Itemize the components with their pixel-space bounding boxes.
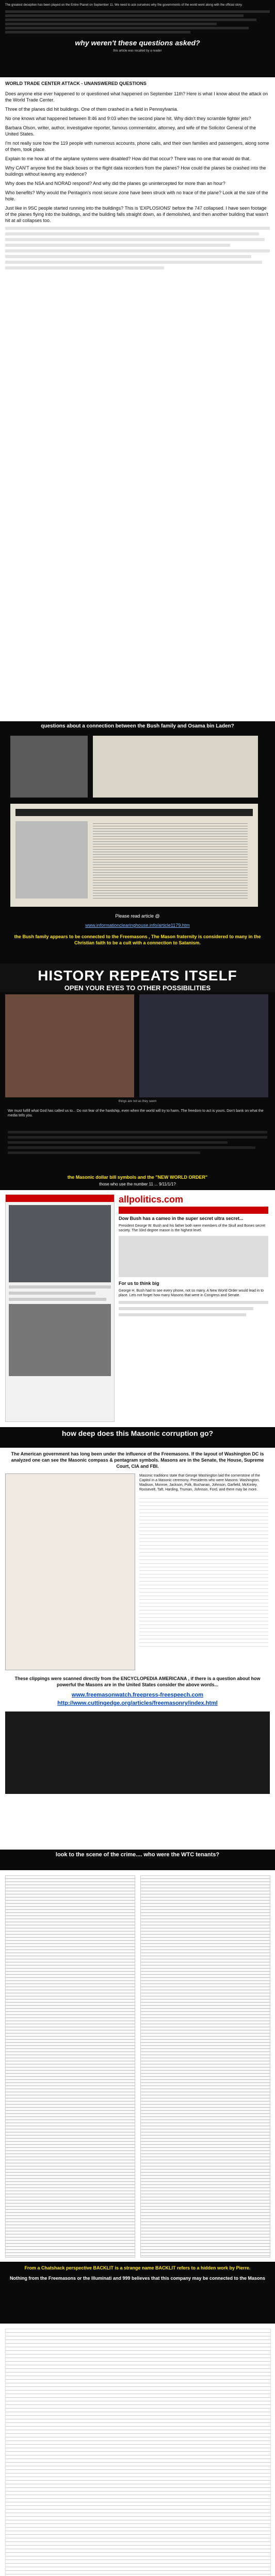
tenants-list-left [5,1875,135,2258]
wtc-paragraph-5: I'm not really sure how the 119 people with numerous accounts, phone calls, and their own families and passengers, along some of them, took place. [5,141,269,152]
backlit-text: From a Chatshack perspective BACKLIT is a strange name BACKLIT refers to a hidden work by Pierre. [24,2265,251,2270]
corruption-section [0,1448,275,1850]
history-section [0,963,275,1190]
wtc-paragraph-4: Barbara Olson, writer, author, investigative reporter, famous commentator, attorney, and wife of the Solicitor General of the United States. [5,125,256,137]
wtc-heading: WORLD TRADE CENTER ATTACK - UNANSWERED QUESTIONS [5,81,147,86]
wtc-paragraph-2: Three of the planes did hit buildings. One of them crashed in a field in Pennsylvania. [5,107,179,112]
newspaper-clipping-2 [10,804,258,907]
bush-photo [10,736,88,798]
cnn-body-2: George H. Bush had to see every phone, not so many. A New World Order would lead in to place. Lets not forget how many Masons that were in Congress and Senate. [119,1289,264,1297]
cnn-section [0,1190,275,1427]
cnn-headline-2: For us to think big [119,1281,159,1286]
backlit-note [0,2262,275,2324]
bush-bin-laden-section [0,721,275,963]
corruption-photo [5,1711,270,1794]
cnn-headline-1: Dow Bush has a cameo in the super secret ultra secret... [119,1216,244,1221]
article-link-text[interactable]: www.informationclearinghouse.info/article1179.htm [85,923,190,928]
corruption-text: The American government has long been under the influence of the Freemasons. If the layout of Washington DC is analyzed one can see the Masonic compass & pentagram symbols. Masons are in the Senate, the House, Supreme Court, CIA and FBI. [11,1451,264,1469]
intro-filler [5,10,270,33]
wtc-paragraph-3: No one knows what happened between 8:46 and 9:03 when the second plane hit. Why didn't they scramble fighter jets? [5,116,251,121]
history-banner-2: those who use the number 11 ... 9/11/1/1? [99,1182,176,1187]
wtc-paragraph-8: Why does the NSA and NORAD respond? And why did the planes go unintercepted for more than an hour? [5,181,225,186]
history-headline: HISTORY REPEATS ITSELF [38,968,237,984]
corruption-heading-band [0,1427,275,1448]
wtc-article [0,77,275,721]
corruption-question: how deep does this Masonic corruption go? [61,1429,214,1437]
history-sub: OPEN YOUR EYES TO OTHER POSSIBILITIES [64,984,211,992]
scene-caption: look to the scene of the crime.... who were the WTC tenants? [55,1852,220,1858]
wtc-filler-text [5,227,270,269]
intro-subtitle: this article was recalled by a reader [113,49,162,53]
intro-question: why weren't these questions asked? [75,39,200,47]
newspaper-clipping-1 [93,736,258,798]
scene-heading-band [0,1850,275,1870]
wtc-paragraph-6: Explain to me how all of the airplane systems were disabled? How did that occur? There was no one that would do that. [5,156,251,161]
article-link[interactable] [0,920,275,929]
freemason-note: the Bush family appears to be connected to the Freemasons , The Mason fraternity is considered to many in the Christian faith to be a cult with a connection to Satanism. [14,934,261,945]
company-list [5,2329,271,2576]
history-photo-right [139,994,268,1097]
backlit-footer: Nothing from the Freemasons or the Illuminati and 999 believes that this company may be connected to the Masons [9,2276,266,2281]
wtc-paragraph-1: Does anyone else ever happened to or questioned what happened on September 11th? Here is what I know about the attack on the World Trade Center. [5,91,268,103]
scan-caption: These clippings were scanned directly from the ENCYCLOPEDIA AMERICANA , if there is a question about how powerful the Masons are in the United States consider the above words... [14,1676,261,1687]
history-filler [0,1128,275,1175]
intro-section [0,0,275,77]
cuttingedge-link[interactable]: http://www.cuttingedge.org/articles/freemasonry/index.html [57,1700,218,1706]
history-body: We must fulfill what God has called us to... Do not fear of the hardship, even when the world will try to harm. The freedom to act is yours. Don't bank on what the media tells you. [8,1109,264,1117]
history-banner: the Masonic dollar bill symbols and the "NEW WORLD ORDER" [67,1175,208,1180]
wtc-paragraph-7: Why CAN'T anyone find the black boxes or the flight data recorders from the planes? How could the planes be crashed into the buildings without leaving any evidence? [5,165,266,177]
cnn-body-1: President George W. Bush and his father both were members of the Skull and Bones secret society. The 33rd degree mason is the highest level. [119,1224,266,1232]
tenants-list-right [140,1875,270,2258]
article-caption: Please read article @ [115,913,160,919]
history-photo-left [5,994,134,1097]
wtc-paragraph-9: Who benefits? Why would the Pentagon's most secure zone have been struck with no trace of the plane? Look at the size of the hole. [5,190,268,201]
wtc-paragraph-10: Just like in 9SC people started running into the buildings? This is 'EXPLOSIONS' before the 747 collapsed. I have seen footage of the planes flying into the buildings, and the building falls straight down, as if demolished, and then another building that wasn't hit at all collapses too. [5,206,269,223]
history-caption: things are not as they seem [118,1100,157,1103]
freemasonwatch-link[interactable]: www.freemasonwatch.freepress-freespeech.com [71,1692,204,1698]
encyclopedia-scan-1 [5,1473,135,1670]
intro-lines: The greatest deception has been played on the Entire Planet on September 11. We need to ask ourselves why the governments of the world went along with the official story. [5,4,242,7]
corruption-body-2: Masonic traditions state that George Washington laid the cornerstone of the Capitol in a Masonic ceremony. Presidents who were Masons: Washington, Madison, Monroe, Jackson, Polk, Buchanan, Johnson, Garfield, McKinley, Roosevelt, Taft, Harding, Truman, Johnson, Ford, and there may be more. [139,1474,260,1492]
cnn-left-panel [5,1194,115,1422]
tenants-section [0,1870,275,2262]
bush-bin-laden-heading: questions about a connection between the Bush family and Osama bin Laden? [41,723,234,729]
cnn-right-panel [119,1194,268,1319]
company-list-section [0,2324,275,2576]
cnn-site-name: allpolitics.com [119,1194,184,1205]
